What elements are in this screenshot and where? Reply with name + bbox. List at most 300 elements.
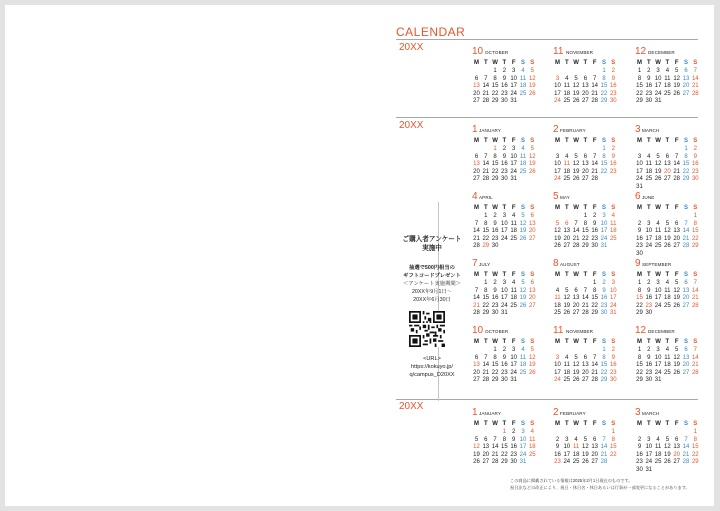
day-cell: 22 (501, 451, 508, 458)
day-cell: 21 (482, 168, 490, 175)
weekday-label: W (492, 60, 498, 66)
day-cell: 8 (693, 436, 697, 443)
weekday-label: M (637, 205, 642, 211)
day-cell: 28 (482, 98, 490, 105)
weekday-label: M (637, 138, 642, 144)
day-cell: 26 (563, 310, 571, 317)
qr-code-icon[interactable] (409, 311, 445, 347)
weekday-label: T (564, 421, 569, 427)
day-cell: 8 (484, 287, 488, 294)
day-cell: 4 (611, 213, 615, 219)
day-cell: 28 (682, 243, 690, 250)
day-cell: 18 (563, 369, 571, 376)
day-cell: 4 (665, 280, 670, 286)
day-cell: 14 (582, 295, 589, 302)
day-cell: 10 (519, 436, 527, 443)
day-cell: 31 (510, 377, 518, 384)
weekday-label: W (492, 421, 498, 427)
weekday-label: T (665, 205, 670, 211)
day-cell: 6 (593, 436, 597, 443)
day-cell: 20 (572, 302, 580, 309)
weekday-label: F (592, 339, 597, 345)
day-cell: 24 (654, 90, 662, 97)
day-cell: 9 (611, 153, 615, 160)
title-rule (396, 39, 698, 40)
day-cell: 1 (684, 146, 688, 152)
day-cell: 19 (673, 295, 681, 302)
day-cell: 3 (502, 213, 507, 219)
day-cell: 13 (673, 228, 681, 235)
day-cell: 23 (609, 168, 617, 175)
day-cell: 12 (664, 228, 671, 235)
day-cell: 15 (491, 362, 499, 369)
day-cell: 21 (600, 451, 608, 458)
day-cell: 8 (593, 287, 597, 294)
weekday-label: W (573, 205, 579, 211)
day-cell: 23 (636, 243, 643, 250)
day-cell: 29 (682, 176, 690, 183)
weekday-label: M (555, 138, 560, 144)
survey-title-line: ご購入者アンケート (402, 236, 462, 243)
survey-prize-line: ギフトコードプレゼント (403, 273, 461, 279)
weekday-label: W (573, 421, 579, 427)
month-name: JANUARY (479, 128, 502, 133)
day-cell: 2 (555, 436, 560, 443)
day-cell: 22 (600, 369, 608, 376)
day-cell: 5 (474, 436, 479, 443)
day-cell: 19 (582, 451, 589, 458)
day-cell: 13 (572, 295, 580, 302)
day-cell: 31 (654, 377, 662, 384)
month-header (635, 408, 699, 419)
day-cell: 25 (519, 90, 527, 97)
day-cell: 13 (682, 354, 690, 361)
day-cell: 23 (501, 90, 508, 97)
day-cell: 28 (491, 459, 499, 466)
day-cell: 1 (493, 146, 497, 152)
day-cell: 31 (636, 184, 643, 190)
day-cell: 11 (563, 161, 570, 168)
weekday-label: M (474, 272, 479, 278)
day-cell: 29 (691, 243, 699, 250)
month-name: FEBRUARY (560, 128, 586, 133)
day-cell: 27 (673, 243, 681, 250)
day-cell: 20 (473, 369, 480, 376)
day-cell: 1 (484, 213, 488, 219)
day-cell: 14 (600, 444, 608, 451)
day-cell: 31 (645, 467, 653, 473)
day-cell: 10 (654, 354, 662, 361)
day-cell: 29 (636, 310, 643, 317)
day-cell: 27 (664, 176, 671, 183)
day-cell: 1 (602, 347, 606, 353)
day-cell: 31 (519, 459, 527, 466)
month-header (472, 47, 536, 58)
month-number: 5 (553, 191, 559, 202)
day-cell: 8 (693, 220, 697, 227)
day-cell: 5 (675, 347, 679, 353)
weekday-label: T (564, 339, 569, 345)
weekday-label: W (655, 205, 661, 211)
day-cell: 7 (684, 436, 688, 443)
day-cell: 8 (484, 220, 488, 227)
day-cell: 16 (645, 295, 653, 302)
day-cell: 19 (519, 295, 527, 302)
day-cell: 15 (691, 444, 699, 451)
day-cell: 10 (563, 444, 571, 451)
day-cell: 3 (512, 68, 516, 74)
survey-url (381, 355, 483, 379)
weekday-label: S (601, 138, 606, 144)
day-cell: 23 (609, 90, 617, 97)
day-cell: 13 (591, 444, 599, 451)
weekday-label: W (492, 138, 498, 144)
day-cell: 17 (654, 362, 662, 369)
day-cell: 27 (682, 369, 690, 376)
day-cell: 7 (593, 153, 597, 160)
day-cell: 11 (572, 444, 580, 451)
weekday-label: M (474, 421, 479, 427)
day-cell: 12 (664, 444, 671, 451)
day-cell: 12 (572, 362, 580, 369)
day-cell: 18 (519, 362, 527, 369)
day-cell: 28 (591, 176, 599, 183)
day-cell: 6 (583, 153, 588, 160)
day-cell: 20 (682, 83, 690, 90)
day-cell: 10 (554, 83, 561, 90)
day-cell: 2 (647, 68, 651, 74)
day-cell: 1 (637, 280, 642, 286)
day-cell: 21 (491, 451, 499, 458)
weekday-label: S (683, 138, 688, 144)
day-cell: 5 (555, 220, 560, 227)
weekday-label: S (683, 205, 688, 211)
day-cell: 28 (691, 90, 699, 97)
day-cell: 10 (510, 354, 518, 361)
day-cell: 26 (554, 243, 561, 250)
weekday-label: F (592, 421, 597, 427)
day-cell: 28 (572, 243, 580, 250)
day-cell: 9 (493, 220, 497, 227)
day-cell: 2 (593, 213, 597, 219)
weekday-label: S (683, 60, 688, 66)
weekday-label: S (601, 421, 606, 427)
url-line[interactable]: https://kokuyo.jp/ (411, 364, 453, 370)
day-cell: 31 (510, 176, 518, 183)
day-cell: 21 (691, 295, 699, 302)
month-name: NOVEMBER (566, 329, 594, 334)
weekday-label: S (683, 339, 688, 345)
day-cell: 27 (528, 302, 536, 309)
day-cell: 13 (473, 161, 480, 168)
day-cell: 20 (473, 168, 480, 175)
weekday-label: F (592, 272, 597, 278)
url-label: <URL> (423, 356, 441, 362)
day-cell: 25 (654, 243, 662, 250)
day-cell: 22 (600, 168, 608, 175)
day-cell: 8 (502, 436, 507, 443)
weekday-label: T (665, 421, 670, 427)
day-cell: 16 (501, 362, 508, 369)
weekday-label: M (474, 60, 479, 66)
day-cell: 28 (473, 243, 480, 250)
weekday-label: W (655, 421, 661, 427)
day-cell: 12 (654, 161, 662, 168)
weekday-label: S (530, 272, 535, 278)
day-cell: 1 (693, 429, 697, 435)
day-cell: 30 (645, 377, 653, 384)
weekday-label: S (520, 205, 525, 211)
day-cell: 24 (554, 176, 561, 183)
day-cell: 11 (610, 220, 617, 227)
day-cell: 6 (484, 436, 488, 443)
weekday-label: M (474, 138, 479, 144)
day-cell: 18 (664, 362, 671, 369)
day-cell: 25 (519, 369, 527, 376)
weekday-label: M (555, 421, 560, 427)
weekday-label: T (564, 60, 569, 66)
day-cell: 14 (482, 83, 490, 90)
weekday-label: S (693, 205, 698, 211)
day-cell: 25 (554, 310, 561, 317)
day-cell: 29 (482, 243, 490, 250)
day-cell: 23 (510, 451, 518, 458)
day-cell: 7 (474, 287, 479, 294)
day-cell: 18 (563, 168, 571, 175)
day-cell: 18 (654, 235, 662, 242)
day-cell: 3 (611, 280, 615, 286)
month-name: AUGUST (560, 262, 580, 267)
survey-title-line: 実施中 (422, 245, 442, 252)
day-cell: 19 (473, 451, 480, 458)
day-cell: 29 (491, 176, 499, 183)
month-header (553, 47, 617, 58)
month-number: 1 (472, 407, 478, 418)
day-cell: 25 (609, 235, 617, 242)
day-cell: 24 (645, 459, 653, 466)
weekday-label: S (611, 205, 616, 211)
day-cell: 19 (528, 161, 536, 168)
day-cell: 2 (493, 213, 497, 219)
day-cell: 20 (673, 235, 681, 242)
month-name: NOVEMBER (566, 50, 594, 55)
day-cell: 28 (591, 377, 599, 384)
day-cell: 17 (519, 444, 527, 451)
weekday-label: T (665, 272, 670, 278)
day-cell: 15 (582, 228, 589, 235)
day-cell: 5 (574, 354, 578, 361)
day-cell: 21 (673, 168, 681, 175)
weekday-label: T (646, 60, 651, 66)
day-cell: 11 (654, 228, 662, 235)
month-name: FEBRUARY (560, 411, 586, 416)
weekday-label: F (674, 60, 679, 66)
day-cell: 2 (647, 280, 651, 286)
url-line[interactable]: q/campus_D20XX (409, 372, 455, 378)
month-name: MAY (560, 195, 570, 200)
day-cell: 8 (637, 354, 642, 361)
day-cell: 9 (593, 220, 597, 227)
month-name: OCTOBER (485, 50, 509, 55)
day-cell: 30 (691, 176, 699, 183)
weekday-label: W (492, 272, 498, 278)
day-cell: 4 (565, 75, 569, 82)
day-cell: 17 (554, 90, 561, 97)
day-cell: 7 (593, 75, 597, 82)
day-cell: 19 (673, 362, 681, 369)
month-header (553, 326, 617, 337)
weekday-label: T (564, 138, 569, 144)
day-cell: 8 (493, 75, 497, 82)
day-cell: 6 (665, 153, 670, 160)
day-cell: 16 (510, 444, 518, 451)
month-number: 2 (553, 124, 559, 135)
day-cell: 7 (484, 153, 488, 160)
day-cell: 16 (491, 228, 499, 235)
day-cell: 1 (693, 213, 697, 219)
day-cell: 11 (563, 83, 570, 90)
day-cell: 20 (563, 235, 571, 242)
day-cell: 12 (519, 220, 527, 227)
day-cell: 14 (691, 75, 699, 82)
weekday-label: M (555, 205, 560, 211)
month-number: 6 (635, 191, 641, 202)
weekday-label: S (520, 272, 525, 278)
day-cell: 24 (510, 369, 518, 376)
day-cell: 3 (565, 436, 569, 443)
day-cell: 14 (591, 161, 599, 168)
month-header (553, 408, 617, 419)
month-header (472, 326, 536, 337)
day-cell: 13 (682, 287, 690, 294)
day-cell: 14 (491, 444, 499, 451)
day-cell: 11 (529, 436, 536, 443)
day-cell: 22 (691, 235, 699, 242)
day-cell: 10 (501, 220, 508, 227)
weekday-label: T (583, 138, 588, 144)
day-cell: 25 (510, 235, 518, 242)
weekday-label: W (492, 339, 498, 345)
day-cell: 12 (572, 83, 580, 90)
day-cell: 22 (482, 302, 490, 309)
day-cell: 10 (600, 220, 608, 227)
day-cell: 29 (482, 310, 490, 317)
day-cell: 8 (493, 354, 497, 361)
day-cell: 24 (519, 451, 527, 458)
day-cell: 19 (554, 235, 561, 242)
day-cell: 20 (582, 168, 589, 175)
day-cell: 22 (636, 90, 643, 97)
day-cell: 28 (691, 369, 699, 376)
day-cell: 21 (482, 369, 490, 376)
day-cell: 17 (645, 451, 653, 458)
day-cell: 9 (493, 287, 497, 294)
day-cell: 20 (528, 228, 536, 235)
day-cell: 23 (636, 459, 643, 466)
day-cell: 28 (482, 176, 490, 183)
day-cell: 11 (664, 75, 671, 82)
day-cell: 10 (645, 228, 653, 235)
day-cell: 9 (647, 75, 651, 82)
day-cell: 25 (563, 176, 571, 183)
day-cell: 21 (682, 451, 690, 458)
weekday-label: S (611, 421, 616, 427)
day-cell: 19 (572, 90, 580, 97)
day-cell: 29 (600, 98, 608, 105)
day-cell: 16 (501, 161, 508, 168)
day-cell: 23 (491, 235, 499, 242)
month-number: 1 (472, 124, 478, 135)
weekday-label: F (674, 421, 679, 427)
day-cell: 27 (572, 310, 580, 317)
day-cell: 22 (636, 369, 643, 376)
day-cell: 7 (684, 220, 688, 227)
day-cell: 6 (675, 436, 679, 443)
day-cell: 1 (611, 429, 615, 435)
day-cell: 4 (665, 68, 670, 74)
day-cell: 13 (528, 287, 536, 294)
day-cell: 11 (645, 161, 652, 168)
day-cell: 31 (609, 310, 617, 317)
day-cell: 10 (609, 287, 617, 294)
day-cell: 16 (591, 228, 599, 235)
day-cell: 14 (682, 444, 690, 451)
day-cell: 30 (491, 310, 499, 317)
month-number: 11 (553, 325, 564, 336)
year-rule-2 (396, 117, 698, 118)
day-cell: 26 (673, 302, 681, 309)
day-cell: 12 (563, 295, 571, 302)
weekday-label: F (511, 60, 516, 66)
day-cell: 9 (647, 287, 651, 294)
day-cell: 17 (645, 235, 653, 242)
day-cell: 13 (673, 444, 681, 451)
weekday-label: S (530, 339, 535, 345)
day-cell: 13 (563, 228, 571, 235)
day-cell: 6 (684, 68, 688, 74)
day-cell: 7 (484, 75, 488, 82)
day-cell: 12 (519, 287, 527, 294)
day-cell: 3 (521, 429, 525, 435)
footnote-line: 祝日法などの改正により、祝日・休日名・休日あるいは行事が一部変更になることがあります。 (510, 485, 690, 490)
weekday-label: S (693, 272, 698, 278)
day-cell: 3 (555, 153, 560, 160)
day-cell: 16 (636, 451, 643, 458)
day-cell: 17 (654, 83, 662, 90)
day-cell: 27 (563, 243, 571, 250)
day-cell: 4 (647, 153, 651, 160)
day-cell: 5 (675, 280, 679, 286)
day-cell: 26 (519, 235, 527, 242)
day-cell: 7 (474, 220, 479, 227)
weekday-label: T (502, 339, 507, 345)
day-cell: 5 (675, 68, 679, 74)
day-cell: 26 (519, 302, 527, 309)
weekday-label: T (502, 205, 507, 211)
day-cell: 9 (611, 75, 615, 82)
weekday-label: T (583, 339, 588, 345)
day-cell: 30 (645, 98, 653, 105)
day-cell: 2 (512, 429, 516, 435)
day-cell: 11 (510, 287, 517, 294)
day-cell: 30 (645, 310, 653, 317)
day-cell: 21 (473, 235, 480, 242)
day-cell: 11 (510, 220, 517, 227)
day-cell: 16 (600, 295, 608, 302)
month-name: DECEMBER (648, 50, 675, 55)
day-cell: 18 (664, 83, 671, 90)
weekday-label: W (573, 60, 579, 66)
